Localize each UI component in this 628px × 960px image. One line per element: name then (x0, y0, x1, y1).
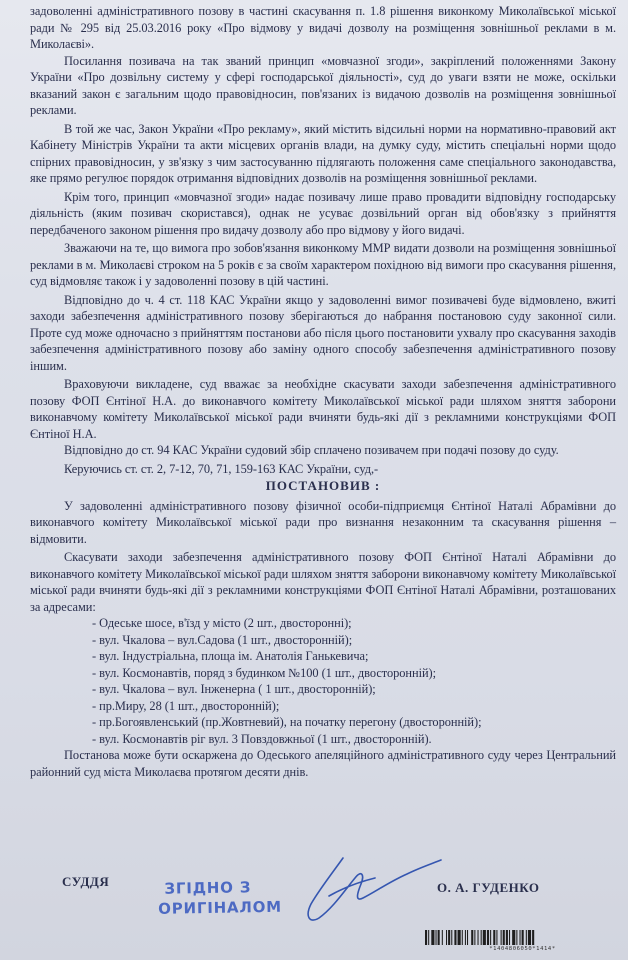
barcode-bar (465, 930, 466, 945)
barcode-bar (425, 930, 427, 945)
paragraph-8: Відповідно до ст. 94 КАС України судовий збір сплачено позивачем при подачі позову до суду. (64, 443, 559, 457)
barcode-bar (493, 930, 495, 945)
barcode-bar (516, 930, 517, 945)
resolution-paragraph-2: Скасувати заходи забезпечення адміністративного позову ФОП Єнтіної Наталі Абрамівни до виконавчого комітету Миколаївської міської ради шляхом зняття заборони виконавчому комітету Миколаївської міської ради вчиняти будь-які дії з рекламними конструкціями ФОП Єнтіної Наталі Абрамівни, розташованих за адресами: (30, 550, 616, 614)
document-barcode (425, 930, 620, 956)
barcode-bar (454, 930, 456, 945)
barcode-bar (451, 930, 452, 945)
address-item: - вул. Чкалова – вул. Інженерна ( 1 шт., двосторонній); (92, 682, 376, 696)
barcode-bar (448, 930, 450, 945)
barcode-bar (446, 930, 447, 945)
document-body (30, 3, 616, 780)
address-list (30, 615, 616, 747)
barcode-bar (462, 930, 463, 945)
barcode-bar (512, 930, 515, 945)
barcode-bar (471, 930, 473, 945)
paragraph-9: Керуючись ст. ст. 2, 7-12, 70, 71, 159-163 КАС України, суд,- (64, 461, 379, 476)
judge-label: СУДДЯ (62, 874, 110, 889)
barcode-bar (442, 930, 443, 945)
barcode-bar (438, 930, 440, 945)
address-item: - пр.Богоявленський (пр.Жовтневий), на початку перегону (двосторонній); (92, 715, 482, 729)
barcode-bar (532, 930, 534, 945)
barcode-bar (481, 930, 482, 945)
stamp-line-2: ОРИГІНАЛОМ (158, 897, 283, 918)
barcode-bar (478, 930, 479, 945)
paragraph-2: Посилання позивача на так званий принцип «мовчазної згоди», закріплений положеннями Закону України «Про дозвільну систему у сфері господарської діяльності», суд до уваги взяти не може, оскільки вказаний закон є загальним щодо правовідносин, пов'язаних із видачою дозволів на розміщення зовнішньої реклами. (30, 53, 616, 117)
appeal-paragraph: Постанова може бути оскаржена до Одеського апеляційного адміністративного суду через Центральний районний суд міста Миколаєва протягом десяти днів. (30, 748, 616, 779)
barcode-bar (526, 930, 527, 945)
resolution-paragraph-1: У задоволенні адміністративного позову фізичної особи-підприємця Єнтіної Наталі Абрамівни до виконавчого комітету Миколаївської міської ради про визнання незаконним та скасування рішення – відмовити. (30, 498, 616, 546)
barcode-bar (490, 930, 491, 945)
address-item: - вул. Космонавтів, поряд з будинком №100 (1 шт., двосторонній); (92, 665, 437, 680)
stamp-line-1: ЗГІДНО З (164, 878, 252, 898)
paragraph-6: Відповідно до ч. 4 ст. 118 КАС України якщо у задоволенні вимог позивачеві буде відмовлено, вжиті заходи забезпечення адміністративного позову зберігаються до набрання постановою суду законної сили. Проте суд може одночасно з прийняттям постанови або після цього постановити ухвалу про скасування заходів забезпечення адміністративного позову або заміну одного способу забезпечення адміністративного позову іншим. (30, 292, 616, 373)
address-item: - вул. Чкалова – вул.Садова (1 шт., двосторонній); (92, 632, 353, 647)
barcode-bar (467, 930, 468, 945)
conformity-stamp (158, 877, 283, 919)
barcode-number: *1404806050*1414* (489, 946, 556, 952)
barcode-bar (501, 930, 502, 945)
barcode-bar (503, 930, 505, 945)
barcode-bar (520, 930, 521, 945)
address-item: - Одеське шосе, в'їзд у місто (2 шт., двосторонні); (92, 616, 352, 630)
barcode-bar (428, 930, 429, 945)
barcode-bar (431, 930, 434, 945)
judge-signature (285, 838, 445, 938)
judge-name: О. А. ГУДЕНКО (437, 880, 540, 895)
paragraph-5: Зважаючи на те, що вимога про зобов'язання виконкому ММР видати дозволи на розміщення зовнішньої реклами в м. Миколаєві строком на 5 років є за своїм характером похідною від вимоги про скасування рішення, суд відмовляє також і у задоволенні позову в цій частині. (30, 241, 616, 288)
address-item: - вул. Індустріальна, площа ім. Анатолія Ганькевича; (92, 649, 369, 663)
paragraph-4: Крім того, принцип «мовчазної згоди» надає позивачу лише право провадити відповідну господарську діяльність (яким позивач скористався), однак не усуває дозвільний орган від обов'язку з прийняття передбаченого законом рішення про видачу дозволу або про відмову у його видачі. (30, 189, 616, 237)
barcode-bar (436, 930, 437, 945)
paragraph-3: В той же час, Закон України «Про рекламу», який містить відсильні норми на нормативно-правовий акт Кабінету Міністрів України та акти місцевих органів влади, на думку суду, містить спеціальні норми щодо спірних правовідносин, у зв'язку з чим застосуванню підлягають положення саме спеціального законодавства, яке прямо регулює порядок отримання відповідних дозволів на розміщення зовнішньої реклами. (30, 121, 616, 185)
paragraph-1: задоволенні адміністративного позову в частині скасування п. 1.8 рішення виконкому Миколаївської міської ради № 295 від 25.03.2016 року «Про відмову у видачі дозволу на розміщення зовнішньої реклами в м. Миколаєві». (30, 4, 616, 51)
barcode-bar (487, 930, 489, 945)
address-item: - вул. Космонавтів ріг вул. 3 Повздовжньої (1 шт., двосторонній). (92, 731, 432, 746)
barcode-bar (474, 930, 475, 945)
barcode-bar (458, 930, 461, 945)
barcode-bar (528, 930, 531, 945)
barcode-bar (522, 930, 524, 945)
address-item: - пр.Миру, 28 (1 шт., двосторонній); (92, 698, 280, 713)
barcode-icon (425, 930, 620, 945)
barcode-bar (483, 930, 486, 945)
resolution-heading: ПОСТАНОВИВ : (265, 478, 381, 493)
paragraph-7: Враховуючи викладене, суд вважає за необхідне скасувати заходи забезпечення адміністративного позову ФОП Єнтіної Н.А. до виконавчого комітету Миколаївської міської ради шляхом зняття заборони виконавчому комітету Миколаївської міської ради вчиняти будь-які дії з рекламними конструкціями ФОП Єнтіної Н.А. (30, 377, 616, 441)
barcode-bar (496, 930, 497, 945)
barcode-bar (509, 930, 510, 945)
barcode-bar (506, 930, 508, 945)
